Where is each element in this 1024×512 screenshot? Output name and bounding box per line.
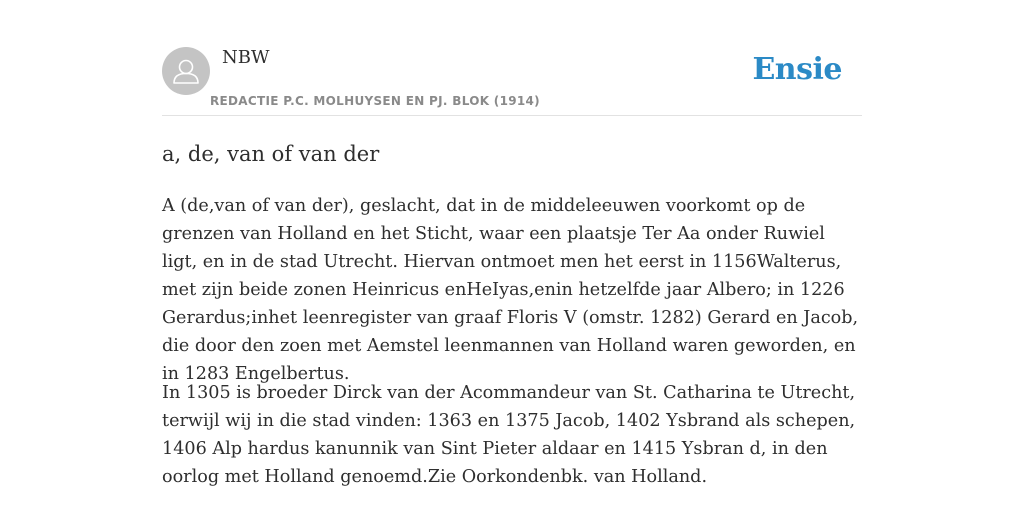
author-name[interactable]: NBW <box>222 47 270 68</box>
source-label: REDACTIE P.C. MOLHUYSEN EN PJ. BLOK (1914) <box>210 94 540 108</box>
author-avatar[interactable] <box>162 47 210 95</box>
article-page <box>162 0 862 512</box>
user-silhouette-icon <box>162 47 210 95</box>
brand-logo[interactable]: Ensie <box>752 52 842 87</box>
article-header <box>162 0 862 116</box>
article-paragraph: In 1305 is broeder Dirck van der Acommandeur van St. Catharina te Utrecht, terwijl wij in die stad vinden: 1363 en 1375 Jacob, 1402 Ysbrand als schepen, 1406 Alp hardus kanunnik van Sint Pieter aldaar en 1415 Ysbran d, in den oorlog met Holland genoemd.Zie Oorkondenbk. van Holland. <box>162 383 856 487</box>
article-paragraph: A (de,van of van der), geslacht, dat in de middeleeuwen voorkomt op de grenzen van Holland en het Sticht, waar een plaatsje Ter Aa onder Ruwiel ligt, en in de stad Utrecht. Hiervan ontmoet men het eerst in 1156Walterus, met zijn beide zonen Heinricus enHeIyas,enin hetzelfde jaar Albero; in 1226 Gerardus;inhet leenregister van graaf Floris V (omstr. 1282) Gerard en Jacob, die door den zoen met Aemstel leenmannen van Holland waren geworden, en in 1283 Engelbertus. <box>162 196 859 384</box>
article-title: a, de, van of van der <box>162 142 380 166</box>
